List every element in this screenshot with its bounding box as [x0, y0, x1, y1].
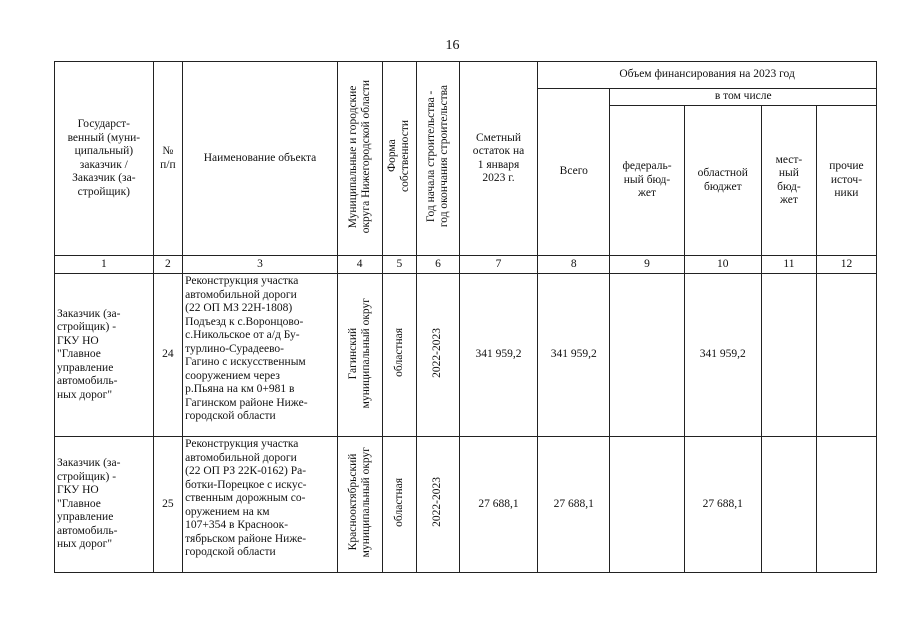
row-number: 24 [153, 274, 183, 437]
column-number: 5 [382, 256, 417, 274]
row-years: 2022-2023 [417, 437, 460, 573]
column-number: 2 [153, 256, 183, 274]
column-number: 11 [761, 256, 816, 274]
header-total: Всего [538, 89, 610, 256]
column-number: 3 [183, 256, 338, 274]
header-including: в том числе [610, 89, 877, 106]
row-years: 2022-2023 [417, 274, 460, 437]
header-regional: областной бюджет [684, 106, 761, 256]
row-object: Реконструкция участка автомобильной дороги (22 ОП МЗ 22Н-1808) Подъезд к с.Воронцово- с.Никольское от а/д Бу- турлино-Сурадеево- Гагино с искусственным сооружением через р.Пьяна на км 0+981 в Гагинском районе Ниже- городской области [183, 274, 338, 437]
row-regional: 341 959,2 [684, 274, 761, 437]
header-estimate: Сметный остаток на 1 января 2023 г. [459, 62, 537, 256]
financing-table [54, 61, 877, 573]
row-estimate: 341 959,2 [459, 274, 537, 437]
table-row [55, 274, 877, 437]
column-number: 9 [610, 256, 684, 274]
row-federal [610, 274, 684, 437]
header-number: № п/п [153, 62, 183, 256]
header-object-name: Наименование объекта [183, 62, 338, 256]
column-number: 1 [55, 256, 154, 274]
row-object: Реконструкция участка автомобильной дороги (22 ОП РЗ 22К-0162) Ра- ботки-Порецкое с искус- ственным дорожным со- оружением на км 107+354 в Красноок- тябрьском районе Ниже- городской области [183, 437, 338, 573]
header-other: прочие источ- ники [816, 106, 876, 256]
header-years: Год начала строительства - год окончания строительства [417, 62, 460, 256]
row-ownership: областная [382, 437, 417, 573]
row-number: 25 [153, 437, 183, 573]
row-municipal: Краснооктябрьский муниципальный округ [337, 437, 382, 573]
row-customer: Заказчик (за- стройщик) - ГКУ НО "Главное управление автомобиль- ных дорог" [55, 437, 154, 573]
row-federal [610, 437, 684, 573]
column-number: 4 [337, 256, 382, 274]
header-local: мест- ный бюд- жет [761, 106, 816, 256]
table-row [55, 437, 877, 573]
row-other [816, 437, 876, 573]
column-number: 6 [417, 256, 460, 274]
row-total: 341 959,2 [538, 274, 610, 437]
header-municipal: Муниципальные и городские округа Нижегородской области [337, 62, 382, 256]
header-row-1 [55, 62, 877, 89]
column-number: 7 [459, 256, 537, 274]
header-federal: федераль- ный бюд- жет [610, 106, 684, 256]
column-number: 8 [538, 256, 610, 274]
column-number: 12 [816, 256, 876, 274]
row-customer: Заказчик (за- стройщик) - ГКУ НО "Главное управление автомобиль- ных дорог" [55, 274, 154, 437]
row-local [761, 437, 816, 573]
row-local [761, 274, 816, 437]
header-customer: Государст- венный (муни- ципальный) заказчик / Заказчик (за- стройщик) [55, 62, 154, 256]
row-municipal: Гагинский муниципальный округ [337, 274, 382, 437]
row-total: 27 688,1 [538, 437, 610, 573]
row-ownership: областная [382, 274, 417, 437]
page-number: 16 [445, 38, 460, 53]
row-estimate: 27 688,1 [459, 437, 537, 573]
row-other [816, 274, 876, 437]
header-ownership: Форма собственности [382, 62, 417, 256]
header-funding-title: Объем финансирования на 2023 год [538, 62, 877, 89]
column-number: 10 [684, 256, 761, 274]
row-regional: 27 688,1 [684, 437, 761, 573]
column-number-row [55, 256, 877, 274]
